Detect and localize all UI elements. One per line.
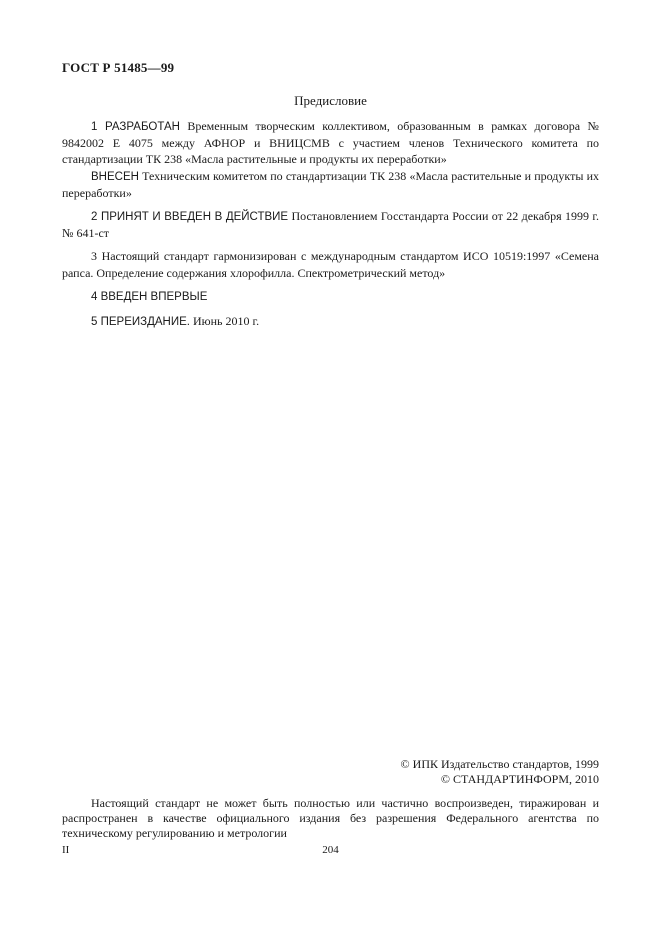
paragraph-text: Июнь 2010 г. [189,314,260,328]
page-number: 204 [322,844,339,856]
paragraph-harmonized [62,248,599,281]
paragraph-lead: 4 ВВЕДЕН ВПЕРВЫЕ [91,291,208,303]
reproduction-notice: Настоящий стандарт не может быть полностью или частично воспроизведен, тиражирован и распространен в качестве официального издания без разрешения Федерального агентства по техническому регулированию и метрологии [62,796,599,840]
paragraph-lead: ВНЕСЕН [91,171,139,183]
copyright-block [401,757,599,787]
paragraph-text: 3 Настоящий стандарт гармонизирован с международным стандартом ИСО 10519:1997 «Семена рапса. Определение содержания хлорофилла. Спектрометрический метод» [62,249,599,280]
paragraph-developed [62,118,599,167]
paragraph-reissue [62,313,599,330]
paragraph-lead: 5 ПЕРЕИЗДАНИЕ. [91,316,190,328]
copyright-line-standartinform: © СТАНДАРТИНФОРМ, 2010 [440,772,599,786]
document-code: ГОСТ Р 51485—99 [62,60,175,75]
paragraph-text: Техническим комитетом по стандартизации ТК 238 «Масла растительные и продукты их переработки» [62,169,599,200]
roman-page-number: II [62,844,70,856]
section-title: Предисловие [294,93,367,108]
paragraph-text: Постановлением Госстандарта России от 22 декабря 1999 г. № 641-ст [62,209,599,240]
paragraph-lead: 1 РАЗРАБОТАН [91,121,180,133]
paragraph-adopted [62,208,599,241]
copyright-line-publisher: © ИПК Издательство стандартов, 1999 [400,757,599,771]
paragraph-introduced [62,168,599,201]
paragraph-first-introduced [62,288,599,305]
paragraph-lead: 2 ПРИНЯТ И ВВЕДЕН В ДЕЙСТВИЕ [91,211,289,223]
paragraph-text: Временным творческим коллективом, образованным в рамках договора № 9842002 Е 4075 между АФНОР и ВНИЦСМВ с участием членов Технического комитета по стандартизации ТК 238 «Масла растительные и продукты их переработки» [62,119,599,166]
